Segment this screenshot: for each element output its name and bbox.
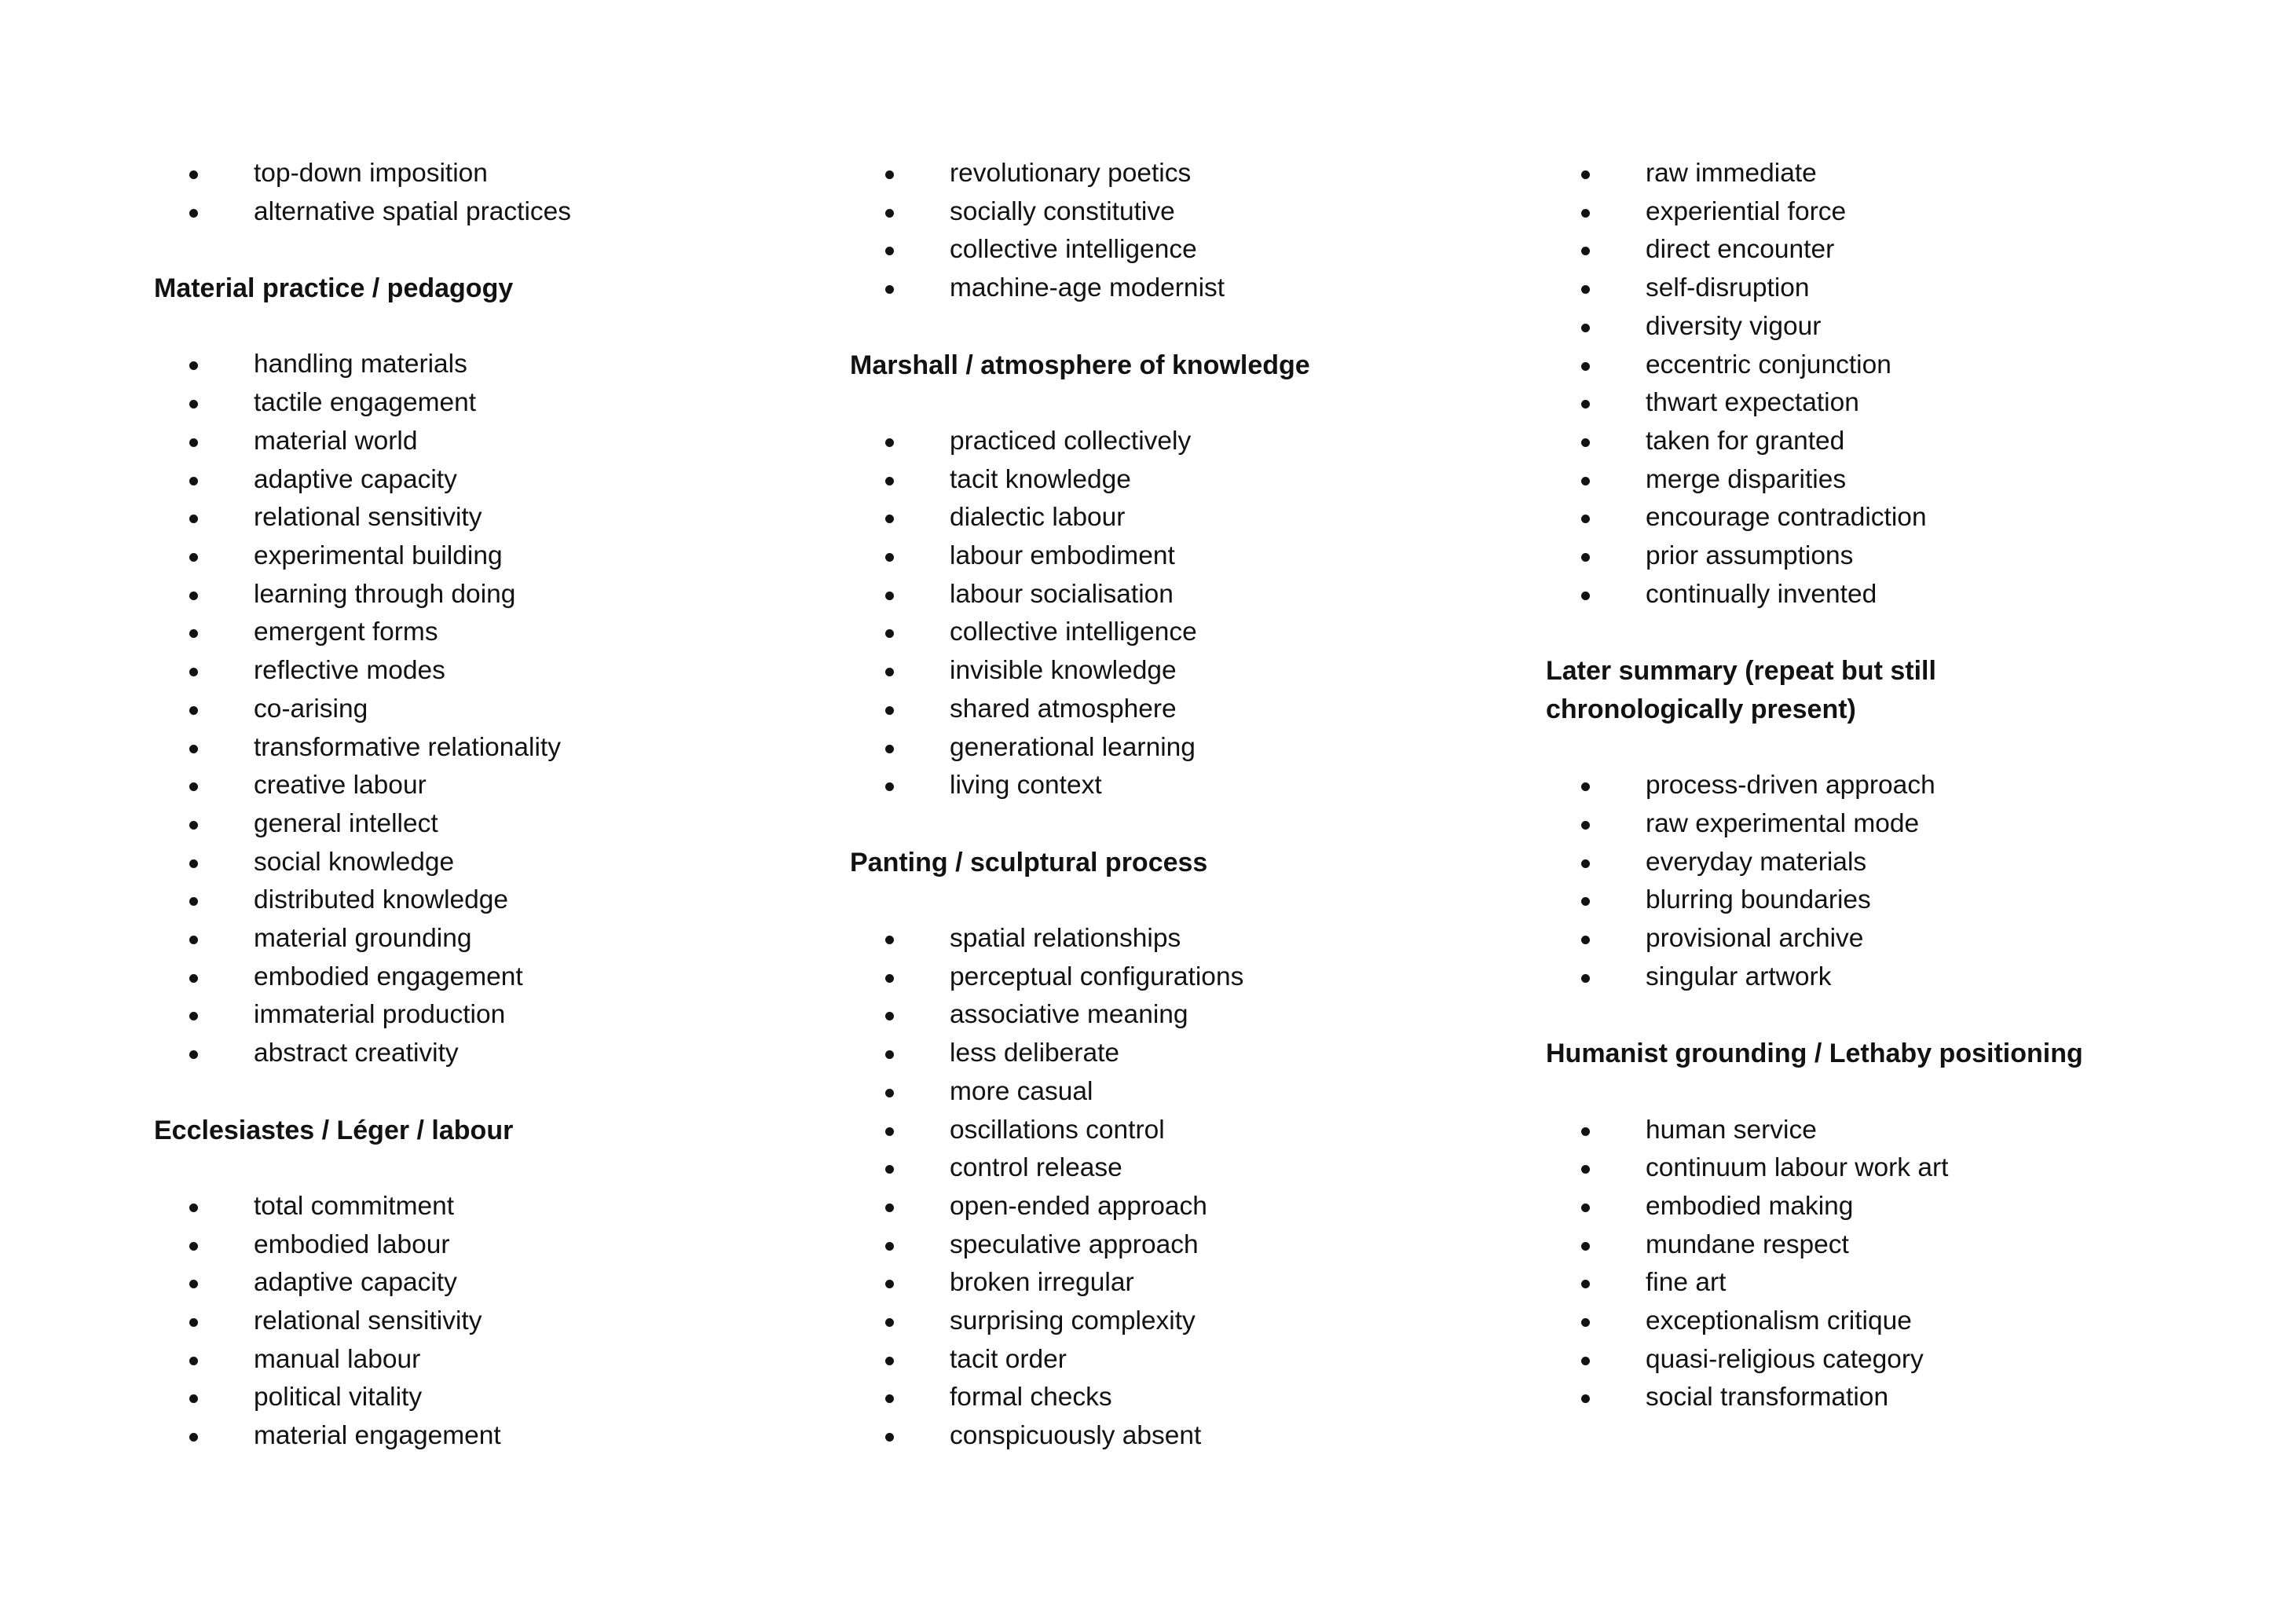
bullet-icon: [885, 1394, 894, 1403]
list-item-text: co-arising: [254, 694, 368, 724]
list-item: [850, 1188, 1494, 1226]
list-item: [1546, 1226, 2190, 1265]
bullet-list: [1546, 1112, 2190, 1418]
list-item: [850, 1073, 1494, 1112]
bullet-icon: [189, 553, 198, 562]
list-item-text: living context: [950, 771, 1102, 801]
bullet-icon: [1581, 438, 1590, 447]
list-item: [154, 805, 798, 844]
bullet-icon: [885, 1318, 894, 1327]
bullet-icon: [189, 1280, 198, 1288]
bullet-icon: [189, 897, 198, 906]
list-item: [1546, 920, 2190, 958]
list-item: [1546, 881, 2190, 920]
bullet-icon: [189, 400, 198, 408]
bullet-icon: [189, 1204, 198, 1212]
text-column-3: [1546, 155, 2190, 1417]
list-item-text: control release: [950, 1153, 1122, 1183]
section-heading: Ecclesiastes / Léger / labour: [154, 1115, 514, 1145]
list-item-text: embodied engagement: [254, 962, 523, 991]
list-item: [154, 958, 798, 997]
list-item-text: direct encounter: [1646, 235, 1835, 265]
list-item: [154, 423, 798, 461]
bullet-icon: [1581, 1165, 1590, 1174]
bullet-icon: [885, 782, 894, 791]
list-item-text: more casual: [950, 1076, 1093, 1106]
list-item-text: immaterial production: [254, 1000, 506, 1030]
list-item-text: less deliberate: [950, 1039, 1120, 1068]
bullet-icon: [1581, 897, 1590, 906]
list-item: [154, 881, 798, 920]
bullet-icon: [189, 821, 198, 830]
list-item-text: diversity vigour: [1646, 311, 1822, 341]
bullet-list: [850, 155, 1494, 308]
list-item-text: human service: [1646, 1115, 1817, 1145]
list-item-text: self-disruption: [1646, 273, 1810, 303]
list-item: [1546, 1149, 2190, 1188]
list-item: [850, 958, 1494, 997]
list-item-text: labour embodiment: [950, 541, 1175, 570]
list-item-text: socially constitutive: [950, 196, 1175, 226]
list-item-text: tacit knowledge: [950, 464, 1131, 494]
section-heading: Later summary (repeat but still chronologically present): [1546, 656, 1936, 724]
bullet-icon: [885, 629, 894, 638]
bullet-icon: [189, 209, 198, 218]
list-item: [154, 1264, 798, 1302]
list-item-text: tactile engagement: [254, 388, 477, 418]
bullet-icon: [1581, 974, 1590, 983]
list-item: [1546, 384, 2190, 423]
list-item: [850, 996, 1494, 1035]
list-item-text: continually invented: [1646, 579, 1877, 609]
bullet-icon: [885, 1089, 894, 1097]
bullet-icon: [885, 1280, 894, 1288]
bullet-icon: [189, 668, 198, 676]
list-item: [850, 920, 1494, 958]
bullet-icon: [189, 1394, 198, 1403]
list-item: [850, 499, 1494, 537]
list-item: [1546, 269, 2190, 308]
bullet-icon: [1581, 209, 1590, 218]
bullet-icon: [1581, 477, 1590, 485]
list-item-text: political vitality: [254, 1383, 423, 1412]
list-item-text: oscillations control: [950, 1115, 1165, 1145]
bullet-icon: [885, 1204, 894, 1212]
list-item: [850, 1149, 1494, 1188]
bullet-icon: [1581, 1204, 1590, 1212]
list-item-text: broken irregular: [950, 1268, 1134, 1298]
list-item: [850, 193, 1494, 232]
list-item-text: machine-age modernist: [950, 273, 1225, 303]
list-item: [850, 537, 1494, 576]
list-item-text: speculative approach: [950, 1229, 1199, 1259]
bullet-icon: [885, 706, 894, 715]
list-item: [154, 996, 798, 1035]
bullet-icon: [189, 1318, 198, 1327]
list-item-text: quasi-religious category: [1646, 1344, 1924, 1374]
list-item: [1546, 461, 2190, 500]
list-item-text: distributed knowledge: [254, 885, 509, 915]
list-item-text: learning through doing: [254, 579, 516, 609]
list-item: [154, 844, 798, 882]
list-item-text: handling materials: [254, 350, 467, 379]
list-item-text: eccentric conjunction: [1646, 350, 1891, 379]
list-item-text: alternative spatial practices: [254, 196, 572, 226]
bullet-icon: [1581, 515, 1590, 523]
list-item: [1546, 1302, 2190, 1341]
list-item: [154, 1341, 798, 1379]
list-item: [154, 652, 798, 691]
list-item: [1546, 499, 2190, 537]
list-item: [850, 614, 1494, 652]
list-item-text: raw immediate: [1646, 159, 1817, 188]
bullet-icon: [1581, 1318, 1590, 1327]
list-item-text: material engagement: [254, 1421, 501, 1451]
list-item-text: collective intelligence: [950, 235, 1197, 265]
bullet-icon: [189, 1357, 198, 1365]
bullet-icon: [189, 477, 198, 485]
bullet-icon: [189, 974, 198, 983]
bullet-list: [850, 920, 1494, 1456]
list-item-text: tacit order: [950, 1344, 1067, 1374]
list-item: [154, 1188, 798, 1226]
bullet-icon: [885, 477, 894, 485]
list-item-text: singular artwork: [1646, 962, 1832, 991]
bullet-icon: [1581, 362, 1590, 371]
list-item: [850, 231, 1494, 269]
section-heading: Panting / sculptural process: [850, 847, 1208, 877]
bullet-icon: [1581, 1127, 1590, 1136]
bullet-icon: [189, 361, 198, 370]
bullet-icon: [885, 1357, 894, 1365]
list-item: [154, 384, 798, 423]
bullet-icon: [1581, 553, 1590, 562]
list-item-text: prior assumptions: [1646, 541, 1854, 571]
list-item-text: manual labour: [254, 1344, 421, 1374]
list-item-text: total commitment: [254, 1191, 455, 1221]
list-item-text: adaptive capacity: [254, 464, 457, 494]
list-item-text: material grounding: [254, 924, 472, 954]
list-item: [1546, 805, 2190, 844]
bullet-icon: [885, 668, 894, 676]
bullet-list: [1546, 155, 2190, 614]
list-item-text: embodied making: [1646, 1191, 1854, 1221]
bullet-icon: [885, 974, 894, 983]
list-item-text: social transformation: [1646, 1383, 1889, 1412]
list-item-text: experimental building: [254, 541, 503, 570]
list-item: [154, 155, 798, 193]
list-item-text: taken for granted: [1646, 426, 1845, 456]
list-item: [1546, 193, 2190, 232]
bullet-icon: [1581, 782, 1590, 791]
bullet-icon: [885, 936, 894, 944]
bullet-icon: [189, 1433, 198, 1442]
list-item: [154, 767, 798, 805]
list-item-text: creative labour: [254, 771, 427, 801]
bullet-icon: [189, 1242, 198, 1251]
list-item: [154, 920, 798, 958]
bullet-icon: [885, 592, 894, 600]
list-item: [850, 1035, 1494, 1073]
list-item: [154, 499, 798, 537]
list-item: [154, 346, 798, 384]
list-item-text: experiential force: [1646, 196, 1847, 226]
bullet-icon: [189, 706, 198, 715]
list-item-text: labour socialisation: [950, 579, 1174, 609]
list-item: [1546, 231, 2190, 269]
bullet-icon: [885, 745, 894, 753]
list-item: [850, 729, 1494, 768]
list-item: [154, 1379, 798, 1417]
list-item-text: revolutionary poetics: [950, 159, 1192, 188]
list-item-text: fine art: [1646, 1268, 1727, 1298]
list-item: [1546, 155, 2190, 193]
list-item-text: thwart expectation: [1646, 388, 1859, 418]
list-item-text: exceptionalism critique: [1646, 1306, 1912, 1336]
bullet-icon: [189, 170, 198, 179]
bullet-icon: [885, 515, 894, 523]
bullet-icon: [189, 1050, 198, 1059]
section-heading: Humanist grounding / Lethaby positioning: [1546, 1039, 2083, 1069]
list-item: [850, 155, 1494, 193]
list-item: [154, 537, 798, 576]
list-item: [1546, 767, 2190, 805]
list-item-text: social knowledge: [254, 847, 455, 877]
list-item-text: collective intelligence: [950, 617, 1197, 647]
list-item: [850, 269, 1494, 308]
bullet-list: [154, 346, 798, 1072]
list-item: [1546, 308, 2190, 346]
bullet-icon: [885, 209, 894, 218]
bullet-icon: [885, 553, 894, 562]
list-item: [1546, 537, 2190, 576]
list-item-text: formal checks: [950, 1383, 1112, 1412]
list-item: [1546, 1264, 2190, 1302]
section-heading: Material practice / pedagogy: [154, 273, 514, 304]
list-item: [850, 652, 1494, 691]
bullet-list: [154, 1188, 798, 1456]
list-item-text: encourage contradiction: [1646, 503, 1927, 533]
list-item: [850, 423, 1494, 461]
bullet-icon: [885, 1165, 894, 1174]
list-item-text: relational sensitivity: [254, 1306, 482, 1336]
list-item-text: continuum labour work art: [1646, 1153, 1949, 1183]
list-item: [1546, 576, 2190, 614]
bullet-icon: [1581, 324, 1590, 332]
bullet-list: [154, 155, 798, 231]
section-heading: Marshall / atmosphere of knowledge: [850, 350, 1310, 380]
list-item: [850, 1112, 1494, 1150]
list-item-text: emergent forms: [254, 617, 438, 647]
list-item: [154, 691, 798, 729]
list-item-text: merge disparities: [1646, 464, 1847, 494]
bullet-icon: [189, 859, 198, 868]
bullet-icon: [1581, 1280, 1590, 1288]
document-content: [154, 155, 2190, 1456]
bullet-icon: [885, 438, 894, 447]
list-item: [154, 614, 798, 652]
text-column-2: [850, 155, 1494, 1456]
bullet-icon: [189, 1012, 198, 1020]
list-item-text: shared atmosphere: [950, 694, 1177, 724]
list-item: [850, 1379, 1494, 1417]
list-item: [1546, 1188, 2190, 1226]
list-item: [850, 461, 1494, 500]
bullet-icon: [189, 629, 198, 638]
list-item-text: dialectic labour: [950, 503, 1126, 533]
list-item-text: practiced collectively: [950, 426, 1192, 456]
list-item-text: abstract creativity: [254, 1039, 459, 1068]
list-item-text: mundane respect: [1646, 1229, 1849, 1259]
list-item: [154, 729, 798, 768]
list-item: [154, 461, 798, 500]
list-item-text: provisional archive: [1646, 924, 1864, 954]
list-item: [1546, 958, 2190, 997]
bullet-icon: [189, 782, 198, 791]
list-item-text: conspicuously absent: [950, 1421, 1202, 1451]
list-item: [1546, 1341, 2190, 1379]
bullet-icon: [189, 592, 198, 600]
bullet-icon: [189, 936, 198, 944]
list-item-text: material world: [254, 426, 418, 456]
list-item-text: associative meaning: [950, 1000, 1188, 1030]
list-item: [1546, 346, 2190, 385]
bullet-icon: [189, 438, 198, 447]
list-item-text: reflective modes: [254, 656, 445, 686]
list-item: [850, 1302, 1494, 1341]
bullet-icon: [885, 1127, 894, 1136]
list-item: [850, 1341, 1494, 1379]
list-item-text: process-driven approach: [1646, 771, 1935, 801]
bullet-icon: [885, 247, 894, 255]
text-column-1: [154, 155, 798, 1456]
list-item-text: general intellect: [254, 808, 438, 838]
bullet-icon: [189, 515, 198, 523]
bullet-icon: [1581, 400, 1590, 408]
list-item-text: relational sensitivity: [254, 503, 482, 533]
list-item: [850, 767, 1494, 805]
bullet-icon: [1581, 170, 1590, 179]
bullet-icon: [885, 1012, 894, 1020]
bullet-icon: [885, 1433, 894, 1442]
list-item: [154, 1417, 798, 1456]
list-item: [154, 1035, 798, 1073]
list-item-text: everyday materials: [1646, 847, 1867, 877]
list-item: [1546, 1379, 2190, 1417]
bullet-icon: [885, 285, 894, 294]
list-item-text: generational learning: [950, 732, 1196, 762]
list-item-text: open-ended approach: [950, 1191, 1207, 1221]
list-item-text: top-down imposition: [254, 159, 488, 188]
list-item: [850, 1264, 1494, 1302]
list-item-text: spatial relationships: [950, 924, 1181, 953]
bullet-icon: [1581, 821, 1590, 830]
list-item: [1546, 423, 2190, 461]
bullet-icon: [885, 1242, 894, 1251]
bullet-icon: [1581, 1242, 1590, 1251]
bullet-icon: [189, 745, 198, 753]
list-item: [1546, 844, 2190, 882]
bullet-icon: [1581, 859, 1590, 868]
bullet-icon: [1581, 936, 1590, 944]
list-item: [850, 576, 1494, 614]
list-item-text: perceptual configurations: [950, 962, 1244, 991]
list-item-text: blurring boundaries: [1646, 885, 1871, 915]
list-item: [850, 691, 1494, 729]
bullet-icon: [1581, 592, 1590, 600]
bullet-icon: [1581, 1394, 1590, 1403]
list-item: [1546, 1112, 2190, 1150]
bullet-icon: [1581, 1357, 1590, 1365]
list-item-text: surprising complexity: [950, 1306, 1196, 1336]
list-item-text: embodied labour: [254, 1229, 450, 1259]
list-item: [154, 576, 798, 614]
list-item-text: invisible knowledge: [950, 656, 1177, 686]
list-item: [154, 193, 798, 232]
bullet-icon: [885, 170, 894, 179]
list-item: [850, 1226, 1494, 1265]
bullet-icon: [1581, 285, 1590, 294]
list-item-text: transformative relationality: [254, 732, 561, 762]
bullet-list: [1546, 767, 2190, 996]
bullet-icon: [885, 1050, 894, 1059]
list-item: [154, 1302, 798, 1341]
list-item: [850, 1417, 1494, 1456]
list-item-text: adaptive capacity: [254, 1268, 457, 1298]
bullet-list: [850, 423, 1494, 805]
bullet-icon: [1581, 247, 1590, 255]
list-item-text: raw experimental mode: [1646, 808, 1920, 838]
list-item: [154, 1226, 798, 1265]
